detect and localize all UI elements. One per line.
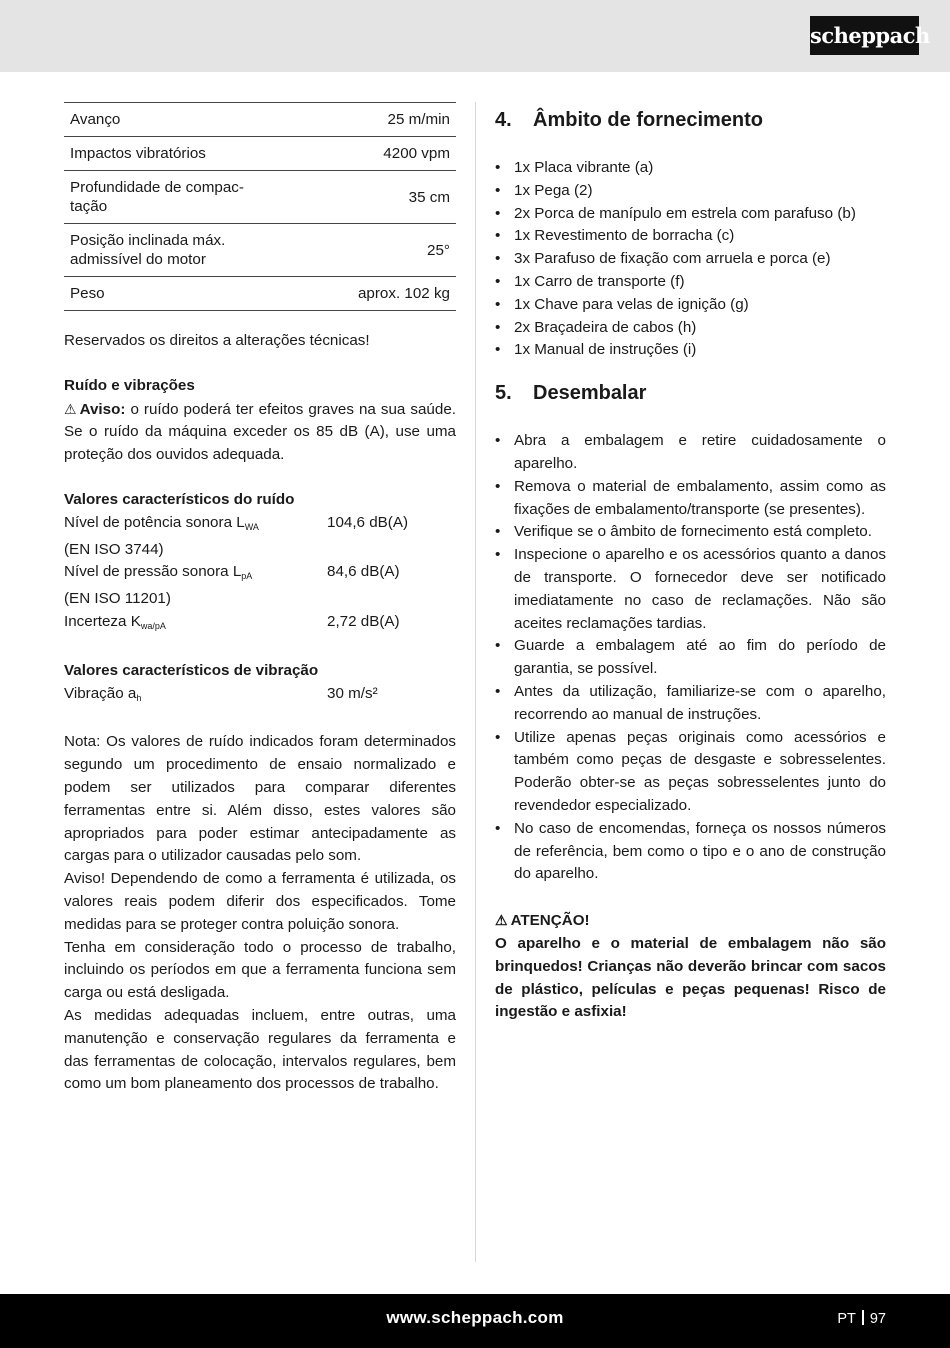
delivery-list	[495, 157, 886, 362]
list-item: • 2x Porca de manípulo em estrela com parafuso (b)	[495, 203, 886, 226]
noise-standard: (EN ISO 11201)	[64, 590, 171, 608]
table-row	[64, 103, 456, 137]
noise-values	[64, 512, 456, 638]
list-item: • Inspecione o aparelho e os acessórios quanto a danos de transporte. O fornecedor deve ser notificado imediatamente no caso de reclamações. Não são aceites reclamações tardias.	[495, 544, 886, 635]
noise-label-sub: wa/pA	[140, 620, 166, 631]
list-item: • 1x Revestimento de borracha (c)	[495, 225, 886, 248]
section-title: Desembalar	[533, 382, 647, 405]
section-5-heading	[495, 378, 886, 408]
noise-row	[64, 512, 456, 539]
section-number: 5.	[495, 382, 512, 405]
specs-table	[64, 102, 456, 311]
list-item: • Abra a embalagem e retire cuidadosamente o aparelho.	[495, 430, 886, 476]
noise-row	[64, 561, 456, 588]
spec-value: 25 m/min	[315, 103, 456, 137]
reserved-note: Reservados os direitos a alterações técnicas!	[64, 332, 370, 349]
list-item: • Verifique se o âmbito de fornecimento está completo.	[495, 521, 886, 544]
unpacking-list	[495, 430, 886, 886]
noise-label-sub: WA	[244, 521, 259, 532]
list-item: • 1x Manual de instruções (i)	[495, 339, 886, 362]
table-row	[64, 171, 456, 224]
vibration-label-text: Vibração a	[64, 684, 137, 702]
spec-value: 25°	[315, 224, 456, 277]
section-number: 4.	[495, 109, 512, 131]
noise-standard: (EN ISO 3744)	[64, 540, 164, 558]
page-number: 97	[869, 1311, 886, 1327]
spec-label: Impactos vibratórios	[64, 137, 315, 171]
list-item: • 3x Parafuso de fixação com arruela e porca (e)	[495, 248, 886, 271]
vibration-label-sub: h	[136, 692, 142, 703]
page-footer	[0, 1294, 950, 1348]
table-row	[64, 137, 456, 171]
noise-values-heading: Valores característicos do ruído	[64, 490, 295, 508]
page-header	[0, 0, 950, 72]
website-link[interactable]: www.scheppach.com	[386, 1308, 564, 1327]
vibration-heading: Valores característicos de vibração	[64, 661, 319, 679]
noise-label-text: Incerteza K	[64, 612, 141, 630]
spec-label: Profundidade de compac- tação	[64, 171, 315, 224]
noise-value: 2,72 dB(A)	[327, 612, 400, 630]
noise-heading: Ruído e vibrações	[64, 376, 195, 394]
section-4-heading	[495, 105, 886, 135]
list-item: • 2x Braçadeira de cabos (h)	[495, 317, 886, 340]
spec-value: 35 cm	[315, 171, 456, 224]
list-item: • Utilize apenas peças originais como acessórios e também como peças de desgaste e sobresselentes. Poderão obter-se as peças sobresselentes junto do revendedor especializado.	[495, 727, 886, 818]
table-row	[64, 277, 456, 311]
list-item: • No caso de encomendas, forneça os nossos números de referência, bem como o tipo e o ano de construção do aparelho.	[495, 818, 886, 886]
noise-warning	[64, 398, 456, 467]
table-row	[64, 224, 456, 277]
spec-label: Posição inclinada máx. admissível do motor	[64, 224, 315, 277]
note-paragraph: Tenha em consideração todo o processo de trabalho, incluindo os períodos em que a ferramenta funciona sem carga ou está desligada.	[64, 938, 456, 1002]
warning-label: Aviso:	[79, 400, 126, 418]
list-item: • 1x Carro de transporte (f)	[495, 271, 886, 294]
section-title: Âmbito de fornecimento	[533, 109, 764, 131]
list-item: • Remova o material de embalamento, assim como as fixações de embalamento/transporte (se presentes).	[495, 476, 886, 522]
noise-label	[64, 561, 327, 588]
noise-label-text: Nível de pressão sonora L	[64, 563, 242, 581]
list-item: • 1x Chave para velas de ignição (g)	[495, 294, 886, 317]
spec-label: Avanço	[64, 103, 315, 137]
list-item: • 1x Pega (2)	[495, 180, 886, 203]
notes-block	[64, 731, 456, 1096]
page-indicator	[837, 1310, 886, 1327]
spec-value: aprox. 102 kg	[315, 277, 456, 311]
attention-block	[495, 909, 886, 1024]
list-item: • Guarde a embalagem até ao fim do período de garantia, se possível.	[495, 635, 886, 681]
warning-text: o ruído poderá ter efeitos graves na sua saúde. Se o ruído da máquina exceder os 85 dB (A), use uma proteção dos ouvidos adequada.	[64, 400, 456, 464]
vibration-label	[64, 683, 327, 710]
noise-label-sub: pA	[241, 571, 253, 582]
note-paragraph: Nota: Os valores de ruído indicados foram determinados segundo um procedimento de ensaio normalizado e podem ser utilizados para comparar diferentes ferramentas entre si. Além disso, estes valores são apropriados para poder estimar antecipadamente as cargas para o utilizador causadas pelo som.	[64, 733, 456, 865]
list-item: • Antes da utilização, familiarize-se com o aparelho, recorrendo ao manual de instruções.	[495, 681, 886, 727]
left-column	[64, 102, 456, 1096]
attention-text: O aparelho e o material de embalagem não são brinquedos! Crianças não deverão brincar com sacos de plástico, películas e peças pequenas! Risco de ingestão e asfixia!	[495, 934, 886, 1021]
vibration-value: 30 m/s²	[327, 684, 378, 702]
attention-title: ATENÇÃO!	[510, 912, 590, 930]
note-paragraph: Aviso! Dependendo de como a ferramenta é utilizada, os valores reais podem diferir dos especificados. Tome medidas para se proteger contra poluição sonora.	[64, 870, 456, 933]
note-paragraph: As medidas adequadas incluem, entre outras, uma manutenção e conservação regulares da ferramenta e das ferramentas de colocação, intervalos regulares, bem como um bom planeamento dos processos de trabalho.	[64, 1006, 456, 1093]
language-code: PT	[837, 1311, 856, 1327]
noise-value: 84,6 dB(A)	[327, 563, 400, 581]
vibration-row	[64, 683, 456, 710]
noise-label	[64, 611, 327, 638]
warning-icon: ⚠	[495, 912, 508, 929]
right-column	[495, 102, 886, 1024]
noise-row	[64, 611, 456, 638]
noise-value: 104,6 dB(A)	[327, 513, 409, 531]
warning-icon: ⚠	[64, 400, 77, 417]
page-separator	[862, 1310, 864, 1325]
spec-value: 4200 vpm	[315, 137, 456, 171]
noise-label	[64, 512, 327, 539]
noise-label-text: Nível de potência sonora L	[64, 513, 245, 531]
spec-label: Peso	[64, 277, 315, 311]
list-item: • 1x Placa vibrante (a)	[495, 157, 886, 180]
attention-heading	[495, 909, 886, 933]
column-divider	[475, 102, 476, 1262]
scheppach-logo: scheppach	[810, 16, 919, 55]
